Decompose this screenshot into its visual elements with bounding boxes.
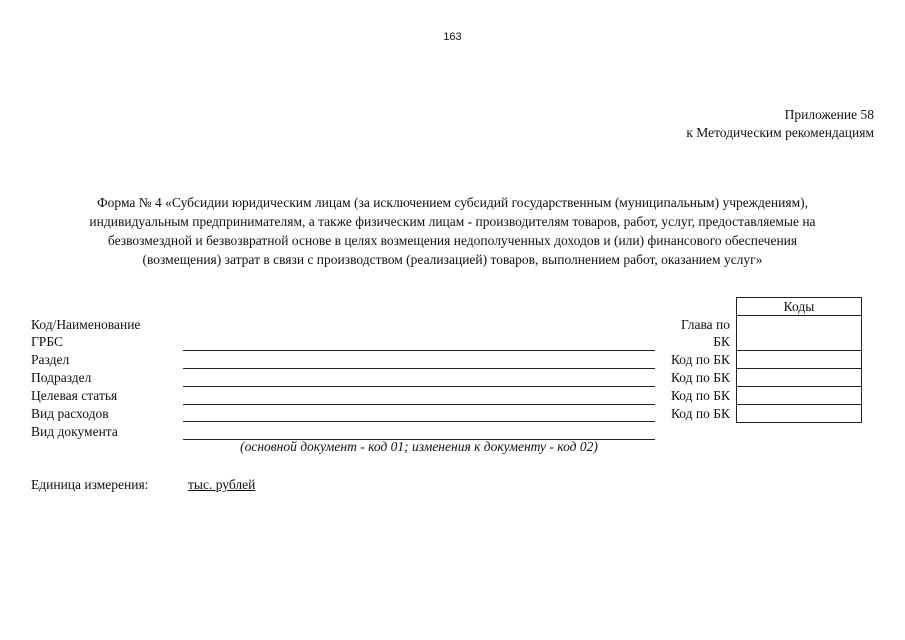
label-glava-po: Глава по	[680, 317, 730, 332]
form-title-line-4: (возмещения) затрат в связи с производством (реализацией) товаров, выполнением работ, оказанием услуг»	[142, 252, 763, 267]
form-title-line-3: безвозмездной и безвозвратной основе в целях возмещения недополученных доходов и (или) финансового обеспечения	[107, 233, 798, 248]
label-bk: БК	[713, 334, 730, 349]
code-cell-celevaya[interactable]	[736, 386, 862, 405]
code-cell-vid-rashodov[interactable]	[736, 404, 862, 423]
appendix-line-2: к Методическим рекомендациям	[686, 125, 874, 140]
codes-header: Коды	[736, 297, 862, 316]
razdel-fill-line[interactable]	[183, 368, 655, 369]
label-kod-po-bk-vid-rashodov: Код по БК	[670, 406, 730, 421]
code-cell-glava[interactable]	[736, 315, 862, 351]
label-kod-naimenovanie: Код/Наименование	[31, 317, 141, 332]
label-vid-dokumenta: Вид документа	[31, 424, 118, 439]
grbs-fill-line[interactable]	[183, 350, 655, 351]
appendix-reference	[686, 106, 874, 142]
podrazdel-fill-line[interactable]	[183, 386, 655, 387]
form-title	[20, 193, 885, 269]
code-cell-razdel[interactable]	[736, 350, 862, 369]
vid-rashodov-fill-line[interactable]	[183, 421, 655, 422]
document-type-note: (основной документ - код 01; изменения к документу - код 02)	[240, 439, 598, 454]
label-kod-po-bk-celevaya: Код по БК	[670, 388, 730, 403]
form-title-line-1: Форма № 4 «Субсидии юридическим лицам (за исключением субсидий государственным (муниципальным) учреждениям),	[97, 195, 808, 210]
code-cell-podrazdel[interactable]	[736, 368, 862, 387]
page-number: 163	[443, 31, 462, 43]
appendix-line-1: Приложение 58	[784, 107, 874, 122]
label-podrazdel: Подраздел	[31, 370, 92, 385]
label-kod-po-bk-podrazdel: Код по БК	[670, 370, 730, 385]
celevaya-fill-line[interactable]	[183, 404, 655, 405]
label-grbs: ГРБС	[31, 334, 63, 349]
form-title-line-2: индивидуальным предпринимателям, а также физическим лицам - производителям товаров, работ, услуг, предоставляемые на	[89, 214, 816, 229]
label-razdel: Раздел	[31, 352, 70, 367]
label-celevaya-statya: Целевая статья	[31, 388, 118, 403]
label-kod-po-bk-razdel: Код по БК	[670, 352, 730, 367]
unit-value: тыс. рублей	[188, 477, 256, 492]
label-vid-rashodov: Вид расходов	[31, 406, 109, 421]
unit-label: Единица измерения:	[31, 477, 149, 492]
